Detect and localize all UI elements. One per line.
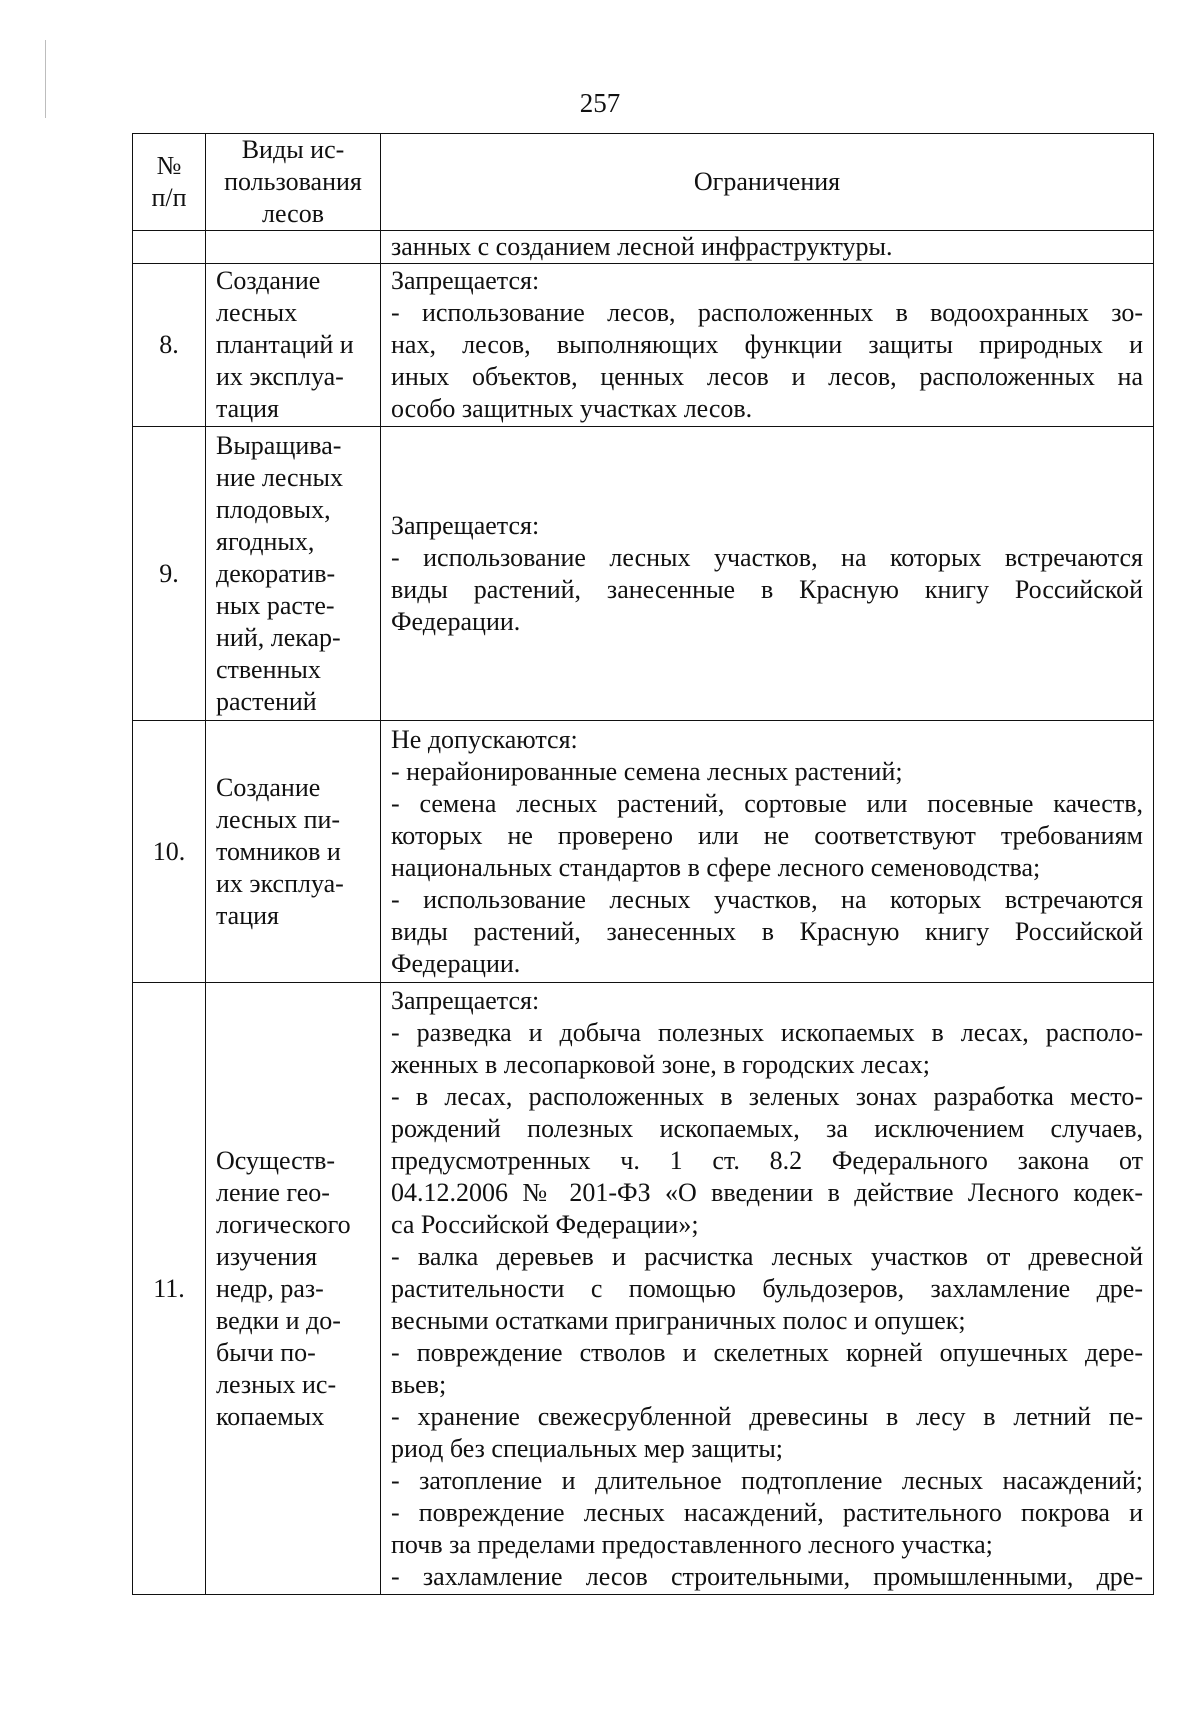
restriction-line: - повреждение лесных насаждений, растительного покрова и <box>391 1497 1143 1527</box>
row-number: 9. <box>133 427 206 721</box>
row-kind <box>206 721 381 983</box>
restriction-line: вьев; <box>391 1369 447 1399</box>
restriction-line: Федерации. <box>391 948 521 978</box>
kind-line: бычи по- <box>216 1337 316 1367</box>
restriction-line: которых не проверено или не соответствуют требованиям <box>391 820 1143 850</box>
restriction-line: рождений полезных ископаемых, за исключением случаев, <box>391 1113 1143 1143</box>
restriction-line: - разведка и добыча полезных ископаемых в лесах, располо- <box>391 1017 1143 1047</box>
header-number-line: № <box>156 151 182 180</box>
kind-line: ягодных, <box>216 526 315 556</box>
restriction-line: нах, лесов, выполняющих функции защиты природных и <box>391 330 1143 359</box>
row-kind <box>206 427 381 721</box>
restriction-line: Запрещается: <box>391 985 540 1015</box>
kind-line: ственных <box>216 654 321 684</box>
row-number: 10. <box>133 721 206 983</box>
restriction-line: - нерайонированные семена лесных растений; <box>391 756 903 786</box>
row-restrictions <box>381 264 1154 427</box>
kind-line: ведки и до- <box>216 1305 341 1335</box>
restriction-line: - захламление лесов строительными, промышленными, дре- <box>391 1561 1143 1591</box>
header-kind-line: пользования <box>224 167 362 196</box>
table-row <box>133 264 1154 427</box>
kind-line: логического <box>216 1209 351 1239</box>
row-kind <box>206 264 381 427</box>
kind-line: растений <box>216 686 317 716</box>
table-row <box>133 721 1154 983</box>
restriction-line: национальных стандартов в сфере лесного семеноводства; <box>391 852 1041 882</box>
restriction-line: - повреждение стволов и скелетных корней опушечных дере- <box>391 1337 1143 1367</box>
kind-line: плодовых, <box>216 494 331 524</box>
table-row <box>133 427 1154 721</box>
table-row <box>133 983 1154 1595</box>
header-number-line: п/п <box>151 183 187 212</box>
table-header-row <box>133 134 1154 231</box>
restriction-line: риод без специальных мер защиты; <box>391 1433 784 1463</box>
restriction-line: занных с созданием лесной инфраструктуры. <box>391 232 893 261</box>
row-restrictions <box>381 427 1154 721</box>
restriction-line: женных в лесопарковой зоне, в городских лесах; <box>391 1049 930 1079</box>
kind-line: недр, раз- <box>216 1273 324 1303</box>
restriction-line: предусмотренных ч. 1 ст. 8.2 Федерального закона от <box>391 1145 1143 1175</box>
header-kind-column <box>206 134 381 231</box>
page-number: 257 <box>579 88 621 118</box>
kind-line: изучения <box>216 1241 318 1271</box>
kind-line: копаемых <box>216 1401 325 1431</box>
row-kind <box>206 231 381 264</box>
kind-line: томников и <box>216 836 341 866</box>
restriction-line: особо защитных участках лесов. <box>391 394 753 423</box>
restriction-line: Запрещается: <box>391 510 540 540</box>
kind-line: ных расте- <box>216 590 335 620</box>
row-number: 8. <box>133 264 206 427</box>
kind-line: Осуществ- <box>216 1145 336 1175</box>
restriction-line: - использование лесных участков, на которых встречаются <box>391 884 1143 914</box>
kind-line: их эксплуа- <box>216 362 344 391</box>
restriction-line: - использование лесных участков, на которых встречаются <box>391 542 1143 572</box>
kind-line: ние лесных <box>216 462 343 492</box>
table-row <box>133 231 1154 264</box>
restriction-line: почв за пределами предоставленного лесного участка; <box>391 1529 993 1559</box>
restriction-line: Федерации. <box>391 606 521 636</box>
row-number <box>133 231 206 264</box>
kind-line: Создание <box>216 772 321 802</box>
restriction-line: растительности с помощью бульдозеров, захламление дре- <box>391 1273 1143 1303</box>
header-restrictions-column: Ограничения <box>381 134 1154 231</box>
header-kind-line: лесов <box>262 199 324 228</box>
kind-line: Создание <box>216 266 321 295</box>
restriction-line: виды растений, занесенных в Красную книгу Российской <box>391 916 1143 946</box>
kind-line: лесных <box>216 298 298 327</box>
row-kind <box>206 983 381 1595</box>
row-restrictions <box>381 231 1154 264</box>
restriction-line: - хранение свежесрубленной древесины в лесу в летний пе- <box>391 1401 1143 1431</box>
kind-line: тация <box>216 900 280 930</box>
kind-line: декоратив- <box>216 558 336 588</box>
restriction-line: - использование лесов, расположенных в водоохранных зо- <box>391 298 1143 327</box>
row-restrictions <box>381 983 1154 1595</box>
kind-line: ление гео- <box>216 1177 330 1207</box>
kind-line: лезных ис- <box>216 1369 337 1399</box>
row-number: 11. <box>133 983 206 1595</box>
restriction-line: - в лесах, расположенных в зеленых зонах разработка место- <box>391 1081 1143 1111</box>
restriction-line: 04.12.2006 № 201-ФЗ «О введении в действие Лесного кодек- <box>391 1177 1143 1207</box>
kind-line: ний, лекар- <box>216 622 341 652</box>
restriction-line: виды растений, занесенные в Красную книгу Российской <box>391 574 1143 604</box>
header-kind-line: Виды ис- <box>241 135 345 164</box>
kind-line: их эксплуа- <box>216 868 344 898</box>
restriction-line: са Российской Федерации»; <box>391 1209 699 1239</box>
table-body <box>133 231 1154 1595</box>
restriction-line: Запрещается: <box>391 266 540 295</box>
restriction-line: - семена лесных растений, сортовые или посевные качеств, <box>391 788 1143 818</box>
header-number-column <box>133 134 206 231</box>
restrictions-table <box>132 133 1154 1595</box>
row-restrictions <box>381 721 1154 983</box>
restriction-line: иных объектов, ценных лесов и лесов, расположенных на <box>391 362 1143 391</box>
restriction-line: весными остатками приграничных полос и опушек; <box>391 1305 966 1335</box>
restriction-line: - валка деревьев и расчистка лесных участков от древесной <box>391 1241 1143 1271</box>
kind-line: тация <box>216 394 280 423</box>
kind-line: лесных пи- <box>216 804 341 834</box>
restriction-line: Не допускаются: <box>391 724 578 754</box>
kind-line: Выращива- <box>216 430 342 460</box>
restriction-line: - затопление и длительное подтопление лесных насаждений; <box>391 1465 1143 1495</box>
kind-line: плантаций и <box>216 330 354 359</box>
